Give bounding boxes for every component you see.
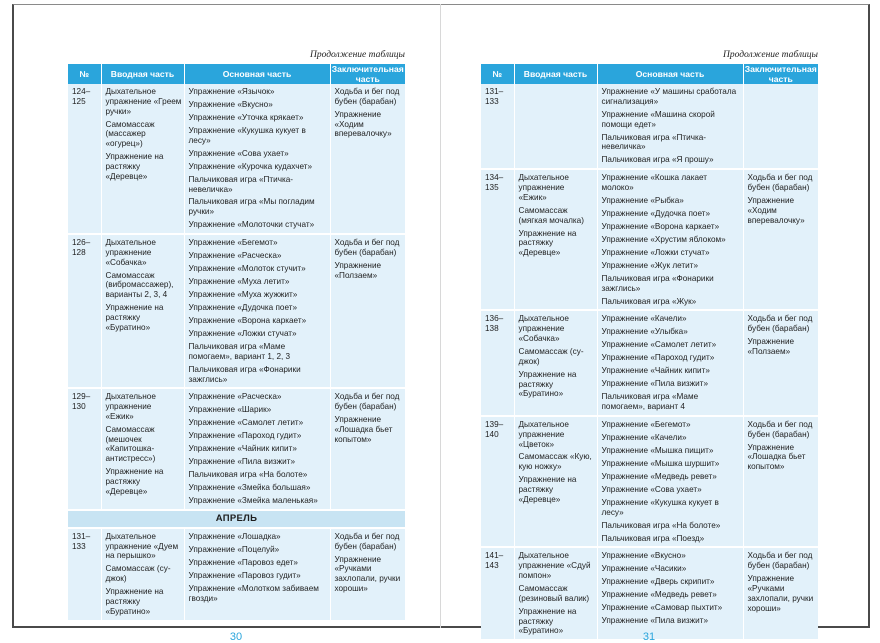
exercise-item: Упражнение «Кукушка кукует в лесу»: [601, 497, 719, 517]
exercise-item: Упражнение «Качели»: [601, 432, 687, 442]
table-header-row: [68, 64, 405, 84]
exercise-item: Упражнение «Пароход гудит»: [601, 353, 715, 363]
table-row: [68, 84, 405, 234]
cell-intro: [514, 547, 597, 640]
exercise-item: Ходьба и бег под бубен (барабан): [747, 173, 813, 192]
cell-main: [597, 416, 743, 547]
table-header-row: [481, 64, 818, 84]
exercise-item: Упражнение «Часики»: [601, 564, 687, 574]
exercise-item: Самомассаж (су-джок): [105, 564, 171, 584]
exercise-item: Упражнение «Бегемот»: [601, 419, 691, 429]
exercise-item: Упражнение на растяжку «Буратино»: [518, 369, 577, 399]
cell-main: [184, 528, 330, 621]
exercise-item: Упражнение на растяжку «Буратино»: [105, 303, 164, 332]
table-row: [68, 528, 405, 621]
exercise-item: Упражнение «Шарик»: [188, 405, 272, 415]
exercise-item: Упражнение «Качели»: [601, 314, 687, 324]
exercise-item: Упражнение «Лошадка бьет копытом»: [334, 415, 393, 444]
exercise-item: Дыхательное упражнение «Собачка»: [105, 238, 156, 267]
exercise-item: Упражнение «Расческа»: [188, 251, 282, 261]
exercise-item: Пальчиковая игра «Фонарики зажглись»: [601, 273, 714, 293]
cell-intro: [101, 234, 184, 388]
exercise-item: Упражнение «Пила визжит»: [601, 379, 708, 389]
exercise-item: Ходьба и бег под бубен (барабан): [334, 87, 400, 106]
exercise-item: Упражнение «Молоток стучит»: [188, 264, 306, 274]
exercise-item: Пальчиковая игра «На болоте»: [601, 520, 721, 530]
exercise-item: Упражнение «Пила визжит»: [188, 457, 295, 467]
exercise-item: Упражнение на растяжку «Деревце»: [518, 228, 577, 258]
exercise-item: Упражнение «Вкусно»: [601, 551, 686, 561]
cell-intro: [101, 84, 184, 234]
table-row: [481, 416, 818, 547]
session-number: 131–133: [68, 528, 101, 621]
exercise-item: Упражнение «Медведь ревет»: [601, 590, 717, 600]
exercise-item: Самомассаж (мешочек «Капитошка-антистресс»): [105, 424, 156, 464]
exercise-item: Ходьба и бег под бубен (барабан): [747, 314, 813, 334]
exercise-item: Упражнение «Дудочка поет»: [188, 302, 298, 312]
exercise-item: Упражнение «Мышка шуршит»: [601, 458, 720, 468]
cell-final: [743, 416, 818, 547]
session-number: 136–138: [481, 310, 514, 416]
cell-intro: [101, 388, 184, 510]
exercise-item: Упражнение «Молоточки стучат»: [188, 220, 315, 230]
continuation-label: Продолжение таблицы: [722, 50, 818, 60]
cell-final: [330, 234, 405, 388]
cell-final: [330, 388, 405, 510]
exercise-item: Упражнение «Рыбка»: [601, 195, 684, 205]
exercise-item: Упражнение «Самолет летит»: [188, 418, 304, 428]
header-intro: Вводная часть: [101, 64, 184, 84]
exercise-item: Упражнение на растяжку «Буратино»: [518, 606, 577, 636]
exercise-item: Упражнение на растяжку «Буратино»: [105, 587, 164, 616]
exercise-item: Упражнение «Лошадка»: [188, 531, 281, 541]
exercise-item: Самомассаж (мягкая мочалка): [518, 205, 584, 225]
session-number: 141–143: [481, 547, 514, 640]
header-num: №: [481, 64, 514, 84]
exercise-item: Упражнение «Ползаем»: [334, 260, 382, 280]
cell-final: [330, 84, 405, 234]
exercise-item: Упражнение «Ходим вперевалочку»: [747, 195, 805, 225]
book-spine: [440, 4, 441, 628]
session-number: 131–133: [481, 84, 514, 169]
cell-main: [597, 169, 743, 310]
header-final: Заключительная часть: [331, 64, 404, 84]
table-body: [481, 84, 818, 640]
cell-final: [743, 547, 818, 640]
exercise-item: Упражнение «Змейка большая»: [188, 483, 311, 493]
exercise-item: Упражнение «Мышка пищит»: [601, 445, 714, 455]
month-label: АПРЕЛЬ: [68, 510, 405, 528]
exercise-item: Пальчиковая игра «Жук»: [601, 296, 697, 306]
table-row: [68, 388, 405, 510]
cell-intro: [514, 169, 597, 310]
exercise-item: Дыхательное упражнение «Ежик»: [518, 173, 569, 202]
exercise-item: Упражнение «Расческа»: [188, 392, 282, 402]
cell-final: [330, 528, 405, 621]
exercise-item: Упражнение «Ложки стучат»: [188, 328, 297, 338]
exercise-item: Упражнение на растяжку «Деревце»: [518, 475, 577, 504]
table-row: [481, 310, 818, 416]
exercise-item: Упражнение «Жук летит»: [601, 260, 699, 270]
exercise-item: Упражнение «Кукушка кукует в лесу»: [188, 125, 306, 145]
continuation-label: Продолжение таблицы: [309, 50, 405, 60]
exercise-item: Упражнение «Уточка крякает»: [188, 112, 304, 122]
exercise-item: Упражнение на растяжку «Деревце»: [105, 467, 164, 496]
table-row: [481, 169, 818, 310]
page-number: 30: [229, 631, 243, 643]
exercise-item: Упражнение «Пароход гудит»: [188, 431, 302, 441]
cell-intro: [514, 416, 597, 547]
session-number: 134–135: [481, 169, 514, 310]
exercise-item: Дыхательное упражнение «Собачка»: [518, 314, 569, 343]
header-intro: Вводная часть: [514, 64, 597, 84]
exercise-item: Пальчиковая игра «Я прошу»: [601, 155, 714, 165]
session-number: 124–125: [68, 84, 101, 234]
exercise-item: Самомассаж (массажер «огурец»): [105, 119, 155, 149]
exercise-item: Упражнение «Ручками захлопали, ручки хороши»: [747, 574, 814, 613]
exercise-item: Упражнение «Молотком забиваем гвозди»: [188, 583, 319, 603]
exercise-item: Дыхательное упражнение «Сдуй помпон»: [518, 551, 591, 580]
cell-main: [184, 84, 330, 234]
exercise-item: Упражнение «Пила визжит»: [601, 616, 708, 626]
exercise-item: Упражнение «Медведь ревет»: [601, 471, 717, 481]
header-final: Заключительная часть: [744, 64, 817, 84]
cell-main: [184, 388, 330, 510]
exercise-item: Дыхательное упражнение «Цветок»: [518, 419, 569, 449]
table-row: [68, 234, 405, 388]
page-number: 31: [642, 631, 656, 643]
exercise-item: Упражнение «Ворона каркает»: [601, 221, 720, 231]
exercise-item: Пальчиковая игра «Маме помогаем», вариант 1, 2, 3: [188, 341, 291, 361]
cell-main: [597, 310, 743, 416]
exercise-item: Упражнение «Паровоз едет»: [188, 557, 298, 567]
exercise-item: Упражнение «Паровоз гудит»: [188, 570, 301, 580]
exercise-item: Пальчиковая игра «Поезд»: [601, 533, 705, 543]
exercise-table: [481, 64, 818, 641]
header-main: Основная часть: [184, 64, 330, 84]
exercise-item: Упражнение «Дудочка поет»: [601, 208, 711, 218]
header-num: №: [68, 64, 101, 84]
exercise-item: Упражнение «Самолет летит»: [601, 340, 717, 350]
cell-final: [743, 310, 818, 416]
exercise-item: Упражнение «Вкусно»: [188, 99, 273, 109]
exercise-item: Ходьба и бег под бубен (барабан): [334, 531, 400, 551]
exercise-item: Упражнение «Машина скорой помощи едет»: [601, 109, 715, 129]
cell-intro: [514, 84, 597, 169]
header-main: Основная часть: [597, 64, 743, 84]
month-row: [68, 510, 405, 528]
left-page: [68, 48, 405, 643]
exercise-item: Упражнение «Муха жужжит»: [188, 290, 298, 299]
exercise-item: Упражнение «Ложки стучат»: [601, 247, 710, 257]
exercise-item: Упражнение «Курочка кудахчет»: [188, 161, 313, 171]
exercise-item: Упражнение «Хрустим яблоком»: [601, 234, 726, 244]
cell-final: [743, 169, 818, 310]
exercise-item: Упражнение «Муха летит»: [188, 277, 290, 287]
cell-intro: [101, 528, 184, 621]
exercise-item: Самомассаж (су-джок): [518, 346, 584, 366]
exercise-table: [68, 64, 405, 622]
exercise-item: Упражнение «Бегемот»: [188, 238, 278, 248]
cell-intro: [514, 310, 597, 416]
exercise-item: Дыхательное упражнение «Ежик»: [105, 392, 156, 421]
session-number: 139–140: [481, 416, 514, 547]
exercise-item: Упражнение «Сова ухает»: [601, 484, 702, 494]
exercise-item: Упражнение «Змейка маленькая»: [188, 496, 318, 506]
exercise-item: Ходьба и бег под бубен (барабан): [747, 419, 813, 439]
exercise-item: Упражнение «Самовар пыхтит»: [601, 603, 723, 613]
session-number: 126–128: [68, 234, 101, 388]
exercise-item: Самомассаж (резиновый валик): [518, 583, 590, 603]
exercise-item: Пальчиковая игра «Птичка-невеличка»: [601, 132, 707, 152]
exercise-item: Упражнение «Лошадка бьет копытом»: [747, 442, 806, 472]
cell-main: [184, 234, 330, 388]
exercise-item: Ходьба и бег под бубен (барабан): [747, 551, 813, 571]
right-page: [481, 48, 818, 641]
exercise-item: Пальчиковая игра «Птичка-невеличка»: [188, 174, 294, 194]
exercise-item: Самомассаж (вибромассажер), варианты 2, 3, 4: [105, 270, 174, 300]
cell-final: [743, 84, 818, 169]
exercise-item: Упражнение «Чайник кипит»: [188, 444, 297, 454]
exercise-item: Пальчиковая игра «Маме помогаем», вариант 4: [601, 392, 699, 412]
exercise-item: Дыхательное упражнение «Греем ручки»: [105, 87, 182, 116]
exercise-item: Упражнение «Чайник кипит»: [601, 366, 710, 376]
exercise-item: Упражнение «Ползаем»: [747, 337, 795, 356]
cell-main: [597, 547, 743, 640]
session-number: 129–130: [68, 388, 101, 510]
exercise-item: Пальчиковая игра «Фонарики зажглись»: [188, 364, 301, 384]
exercise-item: Упражнение на растяжку «Деревце»: [105, 152, 164, 181]
exercise-item: Упражнение «Ходим вперевалочку»: [334, 109, 392, 139]
exercise-item: Пальчиковая игра «На болоте»: [188, 470, 308, 480]
exercise-item: Упражнение «Ручками захлопали, ручки хороши»: [334, 554, 401, 593]
exercise-item: Ходьба и бег под бубен (барабан): [334, 392, 400, 412]
exercise-item: Самомассаж «Кую, кую ножку»: [518, 452, 592, 472]
table-row: [481, 84, 818, 169]
exercise-item: Упражнение «У машины сработала сигнализация»: [601, 87, 737, 106]
exercise-item: Упражнение «Кошка лакает молоко»: [601, 173, 708, 192]
exercise-item: Упражнение «Сова ухает»: [188, 148, 289, 158]
exercise-item: Упражнение «Улыбка»: [601, 327, 688, 337]
cell-main: [597, 84, 743, 169]
exercise-item: Упражнение «Язычок»: [188, 87, 275, 96]
exercise-item: Упражнение «Ворона каркает»: [188, 315, 307, 325]
exercise-item: Пальчиковая игра «Мы погладим ручки»: [188, 197, 315, 217]
table-body: [68, 84, 405, 621]
exercise-item: Ходьба и бег под бубен (барабан): [334, 238, 400, 257]
exercise-item: Упражнение «Поцелуй»: [188, 544, 280, 554]
exercise-item: Упражнение «Дверь скрипит»: [601, 577, 715, 587]
exercise-item: Дыхательное упражнение «Дуем на перышко»: [105, 531, 179, 561]
table-row: [481, 547, 818, 640]
